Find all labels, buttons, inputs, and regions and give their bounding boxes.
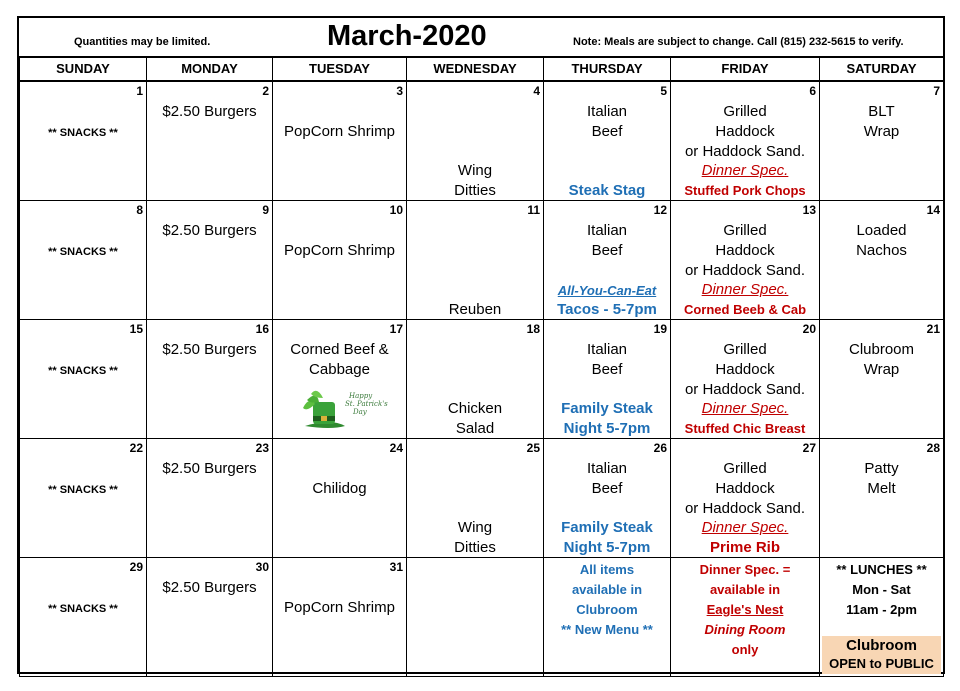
menu-item: Loaded <box>856 222 907 239</box>
day-cell <box>20 201 147 320</box>
menu-item: or Haddock Sand. <box>684 143 806 160</box>
dinner-special-label: Dinner Spec. <box>701 162 789 179</box>
menu-item: Wing <box>457 519 493 536</box>
new-menu-note: ** New Menu ** <box>561 622 653 637</box>
lunch-days: Mon - Sat <box>852 582 911 597</box>
day-cell <box>273 558 407 677</box>
clubroom-label: Clubroom <box>846 637 917 654</box>
menu-item: Italian <box>586 341 628 358</box>
date-number: 3 <box>396 84 403 98</box>
menu-item: Clubroom <box>848 341 915 358</box>
day-friday: FRIDAY <box>671 57 820 82</box>
date-number: 24 <box>389 441 403 455</box>
menu-item: Wrap <box>863 123 900 140</box>
day-cell <box>671 320 820 439</box>
week-row <box>20 320 944 439</box>
date-number: 7 <box>933 84 940 98</box>
menu-item: or Haddock Sand. <box>684 262 806 279</box>
lunch-hours: 11am - 2pm <box>846 602 917 617</box>
dinner-spec-note: Dinner Spec. = <box>699 562 791 577</box>
clubroom-note: available in <box>571 582 643 597</box>
quantities-note: Quantities may be limited. <box>74 36 211 48</box>
week-row <box>20 81 944 201</box>
dinner-special-label: Dinner Spec. <box>701 281 789 298</box>
day-cell <box>273 201 407 320</box>
menu-item: BLT <box>868 103 895 120</box>
day-thursday: THURSDAY <box>544 57 671 82</box>
clubroom-banner <box>822 636 941 674</box>
date-number: 17 <box>389 322 403 336</box>
menu-item: Nachos <box>856 242 907 259</box>
snacks-label: ** SNACKS ** <box>48 246 118 258</box>
day-monday: MONDAY <box>147 57 273 82</box>
day-cell <box>273 81 407 201</box>
date-number: 12 <box>653 203 667 217</box>
day-cell <box>820 439 944 558</box>
snacks-label: ** SNACKS ** <box>48 603 118 615</box>
week-row <box>20 439 944 558</box>
menu-item: Beef <box>591 361 623 378</box>
lunches-label: ** LUNCHES ** <box>836 562 927 577</box>
date-number: 5 <box>660 84 667 98</box>
menu-item: Beef <box>591 242 623 259</box>
menu-item: Haddock <box>715 242 775 259</box>
menu-item: $2.50 Burgers <box>162 579 257 596</box>
menu-item: Italian <box>586 103 628 120</box>
date-number: 2 <box>262 84 269 98</box>
special-event: Family Steak <box>561 519 653 536</box>
day-cell <box>273 320 407 439</box>
week-row <box>20 558 944 677</box>
menu-item: or Haddock Sand. <box>684 500 806 517</box>
menu-item: Grilled <box>723 460 767 477</box>
day-tuesday: TUESDAY <box>273 57 407 82</box>
day-cell <box>407 558 544 677</box>
date-number: 10 <box>389 203 403 217</box>
date-number: 4 <box>533 84 540 98</box>
st-patricks-art-text-line1: Happy <box>349 392 373 400</box>
special-event: Night 5-7pm <box>563 539 651 556</box>
day-cell <box>671 439 820 558</box>
day-cell <box>147 439 273 558</box>
calendar <box>17 16 945 674</box>
change-note: Note: Meals are subject to change. Call (815) 232-5615 to verify. <box>573 36 904 48</box>
day-cell <box>147 320 273 439</box>
day-cell <box>671 81 820 201</box>
open-to-public-label: OPEN to PUBLIC <box>829 656 934 671</box>
menu-item: Beef <box>591 123 623 140</box>
menu-item: PopCorn Shrimp <box>284 242 395 259</box>
day-cell <box>671 201 820 320</box>
menu-item: $2.50 Burgers <box>162 460 257 477</box>
week-row <box>20 201 944 320</box>
day-cell <box>20 558 147 677</box>
clubroom-note: Clubroom <box>576 602 638 617</box>
calendar-grid <box>19 56 944 677</box>
menu-item: $2.50 Burgers <box>162 103 257 120</box>
special-event: Steak Stag <box>568 182 646 199</box>
menu-item: Wrap <box>863 361 900 378</box>
day-cell <box>544 201 671 320</box>
menu-item: PopCorn Shrimp <box>284 123 395 140</box>
menu-item: Haddock <box>715 361 775 378</box>
day-cell <box>407 81 544 201</box>
menu-item: Grilled <box>723 222 767 239</box>
day-cell <box>544 81 671 201</box>
day-cell <box>20 81 147 201</box>
menu-item: Ditties <box>454 182 496 199</box>
date-number: 29 <box>129 560 143 574</box>
menu-item: Haddock <box>715 480 775 497</box>
date-number: 16 <box>255 322 269 336</box>
day-cell <box>407 201 544 320</box>
menu-item: $2.50 Burgers <box>162 341 257 358</box>
menu-item: Grilled <box>723 341 767 358</box>
calendar-header <box>19 18 943 58</box>
date-number: 15 <box>129 322 143 336</box>
day-sunday: SUNDAY <box>20 57 147 82</box>
dinner-spec-note: available in <box>709 582 781 597</box>
menu-item: Patty <box>864 460 899 477</box>
menu-item: Italian <box>586 460 628 477</box>
date-number: 19 <box>653 322 667 336</box>
st-patricks-art-text-line3: Day <box>353 408 367 416</box>
menu-item: Ditties <box>454 539 496 556</box>
day-cell <box>147 558 273 677</box>
date-number: 27 <box>802 441 816 455</box>
date-number: 31 <box>389 560 403 574</box>
day-cell <box>407 439 544 558</box>
date-number: 26 <box>653 441 667 455</box>
date-number: 22 <box>129 441 143 455</box>
menu-item: Beef <box>591 480 623 497</box>
menu-item: PopCorn Shrimp <box>284 599 395 616</box>
day-cell <box>544 439 671 558</box>
date-number: 1 <box>136 84 143 98</box>
menu-item: $2.50 Burgers <box>162 222 257 239</box>
st-patricks-art-text-line2: St. Patrick's <box>345 400 388 408</box>
day-cell <box>147 201 273 320</box>
menu-item: Wing <box>457 162 493 179</box>
menu-item: Italian <box>586 222 628 239</box>
menu-item: or Haddock Sand. <box>684 381 806 398</box>
st-patricks-hat-icon <box>301 382 388 432</box>
day-cell <box>20 439 147 558</box>
date-number: 8 <box>136 203 143 217</box>
day-cell <box>544 320 671 439</box>
snacks-label: ** SNACKS ** <box>48 127 118 139</box>
menu-item: Reuben <box>448 301 502 318</box>
menu-item: Chicken <box>447 400 503 417</box>
date-number: 21 <box>926 322 940 336</box>
day-cell <box>820 81 944 201</box>
clubroom-note: All items <box>579 562 635 577</box>
day-cell <box>20 320 147 439</box>
menu-item: Melt <box>867 480 896 497</box>
day-wednesday: WEDNESDAY <box>407 57 544 82</box>
day-cell <box>273 439 407 558</box>
date-number: 25 <box>526 441 540 455</box>
dinner-spec-note: only <box>731 642 759 657</box>
date-number: 20 <box>802 322 816 336</box>
date-number: 23 <box>255 441 269 455</box>
menu-item: Salad <box>455 420 495 437</box>
date-number: 11 <box>527 203 540 217</box>
dinner-special-label: Dinner Spec. <box>701 519 789 536</box>
date-number: 6 <box>809 84 816 98</box>
date-number: 13 <box>802 203 816 217</box>
special-event: Tacos - 5-7pm <box>557 301 657 318</box>
date-number: 18 <box>526 322 540 336</box>
day-cell <box>147 81 273 201</box>
dinner-special-label: Dinner Spec. <box>701 400 789 417</box>
day-cell <box>407 320 544 439</box>
menu-item: Cabbage <box>309 361 370 378</box>
date-number: 30 <box>255 560 269 574</box>
date-number: 14 <box>926 203 940 217</box>
menu-item: Haddock <box>715 123 775 140</box>
dinner-special: Stuffed Chic Breast <box>684 421 806 436</box>
snacks-label: ** SNACKS ** <box>48 484 118 496</box>
day-cell <box>820 558 944 677</box>
dinner-special: Prime Rib <box>709 539 781 556</box>
special-event: Family Steak <box>561 400 653 417</box>
day-cell <box>820 320 944 439</box>
month-title: March-2020 <box>327 20 487 52</box>
eagles-nest-label: Eagle's Nest <box>706 602 784 617</box>
special-event: Night 5-7pm <box>563 420 651 437</box>
dinner-special: Stuffed Pork Chops <box>684 183 806 198</box>
date-number: 28 <box>926 441 940 455</box>
dinner-special: Corned Beeb & Cab <box>683 302 807 317</box>
special-event: All-You-Can-Eat <box>557 283 657 298</box>
dinner-spec-note: Dining Room <box>704 622 786 637</box>
menu-item: Corned Beef & <box>290 341 389 358</box>
snacks-label: ** SNACKS ** <box>48 365 118 377</box>
menu-item: Chilidog <box>312 480 367 497</box>
day-cell <box>671 558 820 677</box>
weekday-row <box>20 57 944 82</box>
day-cell <box>544 558 671 677</box>
day-saturday: SATURDAY <box>820 57 944 82</box>
day-cell <box>820 201 944 320</box>
menu-item: Grilled <box>723 103 767 120</box>
date-number: 9 <box>262 203 269 217</box>
